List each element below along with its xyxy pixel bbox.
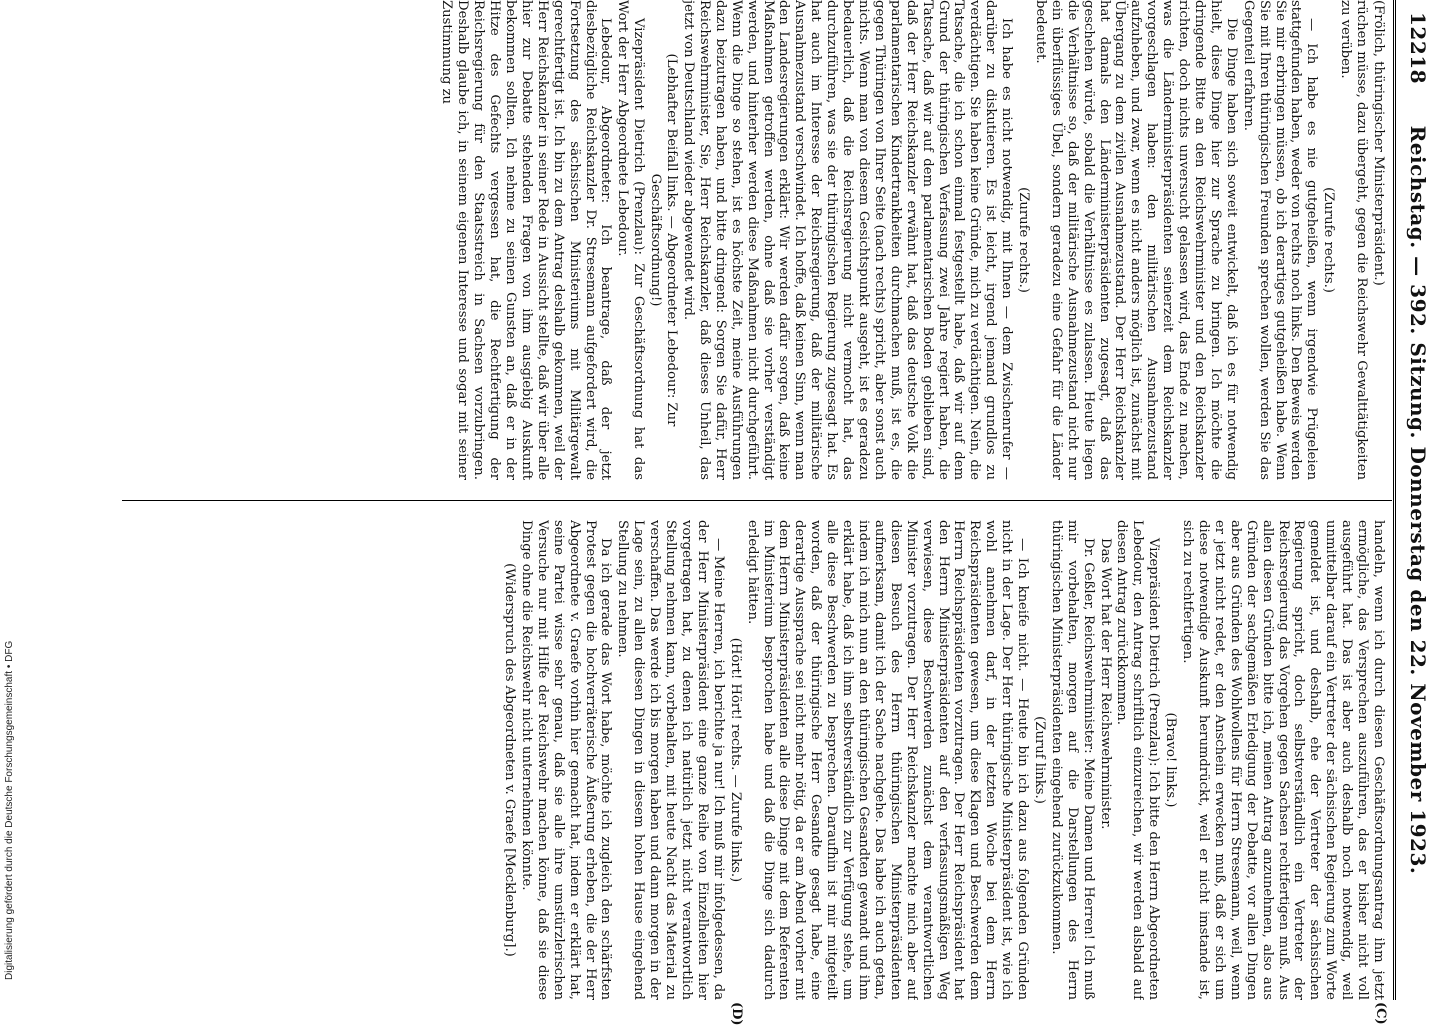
paragraph: Die Dinge haben sich soweit entwickelt, daß ich es für notwendig hielt, diese Dinge hier zur Sprache zu bringen. Ich möchte die dringende Bitte an den Reichswehrminister und den Reichskanzler richten, doch nichts unversucht gelassen wird, das Ende zu machen, was die Länderministerpräsidenten seinerzeit dem Reichskanzler vorgeschlagen haben: den militärischen Ausnahmezustand aufzuheben, und zwar, wenn es nicht anders möglich ist, zunächst mit Übergang zu dem zivilen Ausnahmezustand. Der Herr Reichskanzler hat damals den Länderministerpräsidenten zugesagt, daß das geschehen würde, sobald die Verhältnisse es zulassen. Heute liegen die Verhältnisse so, daß der militärische Ausnahmezustand nicht nur ein überflüssiges Übel, sondern geradezu eine Gefahr für die Länder bedeutet. — [1032, 0, 1239, 480]
paragraph: (Zurufe rechts.) — [1321, 187, 1337, 293]
paragraph: Vizepräsident Dietrich (Prenzlau): Zur Geschäftsordnung hat das Wort der Herr Abgeordnete Lebedour. — [615, 0, 647, 480]
left-column — [126, 0, 1386, 480]
paragraph: (Zurufe rechts.) — [1016, 187, 1032, 293]
paragraph: (Bravo! links.) — [1163, 712, 1179, 808]
paragraph: rüchen müsse, dazu übergeht, gegen die Reichswehr Gewalttätigkeiten zu verüben. — [1338, 0, 1370, 480]
footer-credit: Digitalisierung gefördert durch die Deutsche Forschungsgemeinschaft • DFG — [4, 640, 15, 980]
page-number: 12218 — [1406, 12, 1430, 85]
paragraph: Vizepräsident Dietrich (Prenzlau): Ich bitte den Herrn Abgeordneten Lebedour, den Antrag schriftlich einzureichen, wir werden alsbald auf diesen Antrag zurückkommen. — [1114, 520, 1162, 1000]
paragraph: Ich habe es nicht notwendig, mit Ihnen — dem Zwischenrufer — darüber zu diskutieren. Es ist leicht, irgend jemand grundlos zu verdächtigen. Sie haben keine Gründe, mich zu verdächtigen. Nein, die Tatsache, die ich schon einmal festgestellt habe, daß wir auf dem Grund der thüringischen Verfassung zwei Jahre regiert haben, die Tatsache, daß wir auf dem parlamentarischen Boden geblieben sind, daß der Herr Reichskanzler erwähnt hat, daß das deutsche Volk die parlamentarischen Kindertrankheiten durchmachen muß, ist es, die gegen Thüringen von Ihrer Seite (nach rechts) spricht, aber sonst auch nichts. Wenn man von diesem Gesichtspunkt ausgeht, ist es geradezu bedauerlich, daß die Reichsregierung nicht vermocht hat, das durchzuführen, was sie der thüringischen Regierung zugesagt hat. Es hat auch im Interesse der Reichsregierung, daß der militärische Ausnahmezustand verschwindet. Ich hoffe, daß keinen Sinn, wenn man den Landesregierungen erklärt: Wir werden dafür sorgen, daß keine Maßnahmen getroffen werden, ohne daß sie vorher verständigt werden, und hinterher werden diese Maßnahmen nicht durchgeführt. Wenn die Dinge so stehen, ist es höchste Zeit, meine Ausführungen dazu beizutragen haben, und bitte dringend: Sorgen Sie dafür, Herr Reichswehrminister, Sie, Herr Reichskanzler, daß dieses Unheil, das jetzt von Deutschland wieder abgewendet wird. — [681, 0, 1015, 480]
paragraph: (Zuruf links.) — [1031, 716, 1047, 804]
page-header — [1400, 12, 1430, 988]
header-rule — [1393, 0, 1396, 1000]
paragraph: — Meine Herren, ich berichte ja nur! Ich muß mir infolgedessen, da der Herr Ministerpräsident eine ganze Reihe von Einzelheiten hier vorgetragen hat, zu denen ich natürlich jetzt nicht verantwortlich Stellung nehmen kann, vorbehalten, mit heute Nacht das Material zu verschaffen. Das werde ich bis morgen haben und dann morgen in der Lage sein, zu allen diesen Dingen in diesem hohen Hause eingehend Stellung zu nehmen. — [615, 520, 726, 1000]
page-title: Reichstag. — 392. Sitzung. Donnerstag den 22. November 1923. — [1406, 125, 1430, 875]
right-column — [126, 520, 1386, 1000]
column-divider — [122, 500, 1392, 501]
paragraph: (Widerspruch des Abgeordneten v. Graefe [Mecklenburg].) — [502, 563, 518, 957]
footer — [4, 480, 15, 980]
paragraph: Dr. Geßler, Reichswehrminister: Meine Damen und Herren! Ich muß mir vorbehalten, morgen auf die Darstellungen des Herrn thüringischen Ministerpräsidenten eingehend zurückzukommen. — [1048, 520, 1096, 1000]
paragraph: — Ich kneife nicht. — Heute bin ich dazu aus folgenden Gründen nicht in der Lage. Der Herr thüringische Ministerpräsident ist, wie ich wohl annehmen darf, in der letzten Woche bei dem Herrn Reichspräsidenten gewesen, um diese Klagen und Beschwerden dem Herrn Reichspräsidenten vorzutragen. Der Herr Reichspräsident hat den Herrn Ministerpräsidenten auf den verfassungsmäßigen Weg verwiesen, diese Beschwerden zunächst dem verantwortlichen Minister vorzutragen. Der Herr Reichskanzler machte mich aber auf diesen Besuch des Herrn thüringischen Ministerpräsidenten aufmerksam, damit ich der Sache nachgehe. Das habe ich auch getan, indem ich mich nun an den thüringischen Gesandten gewandt und ihm erklärt habe, daß ich ihm selbstverständlich zur Verfügung stehe, um alle diese Beschwerden zu besprechen. Daraufhin ist mir mitgeteilt worden, daß der thüringische Herr Gesandte gesagt habe, eine derartige Aussprache sei nicht mehr nötig, da er am Abend vorher mit dem Herrn Ministerpräsidenten alle diese Dinge mit dem Referenten im Ministerium besprochen habe und daß die Dinge sich dadurch erledigt hätten. — [744, 520, 1031, 1000]
rotated-page — [104, 0, 1434, 1026]
paragraph: (Lebhafter Beifall links. — Abgeordneter Lebedour: Zur Geschäftsordnung!) — [648, 53, 680, 427]
margin-mark-d: (D) — [729, 1002, 744, 1026]
paragraph: — Ich habe es nie gutgeheißen, wenn irgendwie Prügeleien stattgefunden haben, weder von rechts noch links. Den Beweis werden Sie mir erbringen müssen, ob ich derartiges gutgeheißen habe. Wenn Sie mit Ihren thüringischen Freunden sprechen wollen, werden Sie das Gegenteil erfahren. — [1240, 0, 1320, 480]
paragraph: Da ich gerade das Wort habe, möchte ich zugleich den schärfsten Protest gegen die hochverräterische Äußerung erheben, die der Herr Abgeordnete v. Graefe vorhin hier gemacht hat, indem er erklärt hat, seine Partei wisse sehr genau, daß sie alle ihre umstürzlerischen Versuche nur mit Hilfe der Reichswehr machen könne, daß sie diese Dinge ohne die Reichswehr nicht unternehmen könnte. — [518, 520, 614, 1000]
paragraph: (Frölich, thüringischer Ministerpräsident.) — [1371, 0, 1386, 286]
paragraph: Lebedour, Abgeordneter: Ich beantrage, daß der jetzt diesbezügliche Reichskanzler Dr. Stresemann aufgefordert wird, die Fortsetzung des sächsischen Ministeriums mit Militärgewalt gerechtfertigt ist. Ich bin zu dem Antrag deshalb gekommen, weil der Herr Reichskanzler in seiner Rede in Aussicht stellte, daß wir über alle hier zur Debatte stehenden Fragen von ihm ausgiebig Auskunft bekommen sollten. Ich nehme zu seinen Gunsten an, daß er in der Hitze des Gefechts vergessen hat, die Rechtfertigung der Reichsregierung für den Staatsstreich in Sachsen vorzubringen. Deshalb glaube ich, in seinem eigenen Interesse und sogar mit seiner Zustimmung zu — [439, 0, 614, 480]
paragraph: Das Wort hat der Herr Reichswehrminister. — [1097, 538, 1113, 830]
paragraph: handeln, wenn ich durch diesen Geschäftsordnungsantrag ihm jetzt ermögliche, das Versprechen auszuführen, das er bisher nicht voll ausgeführt hat. Das ist aber auch deshalb noch notwendig, weil unmittelbar darauf ein Vertreter der sächsischen Regierung zum Worte gemeldet ist, und deshalb, ehe der Vertreter der sächsischen Regierung spricht, doch selbstverständlich ein Vertreter der Reichsregierung das Vorgehen gegen Sachsen rechtfertigen muß. Aus allen diesen Gründen bitte ich, meinen Antrag anzunehmen, also aus Gründen der sachgemäßen Erledigung der Debatte, vor allen Dingen aber aus Gründen des Wohlwollens für Herrn Stresemann, weil, wenn er jetzt nicht redet, er den Anschein erwecken muß, daß er sich um diese notwendige Auskunft herumdrückt, weil er nicht imstande ist, sich zu rechtfertigen. — [1180, 520, 1386, 1000]
margin-mark-c: (C) — [1373, 1002, 1388, 1025]
paragraph: (Hört! Hört! rechts. — Zurufe links.) — [727, 637, 743, 883]
